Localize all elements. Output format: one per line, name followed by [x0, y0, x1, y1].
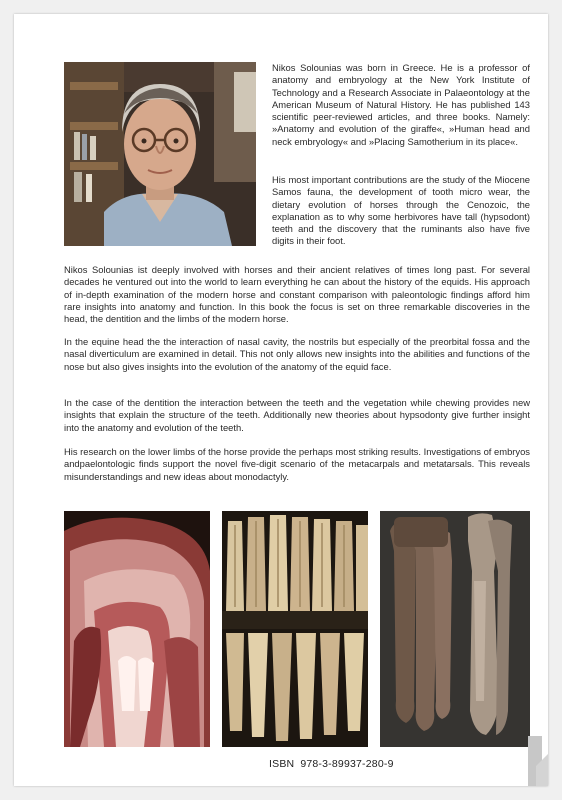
corner-logo-mark [488, 696, 548, 786]
author-portrait [64, 62, 256, 246]
body-paragraph-2: In the equine head the the interaction of nasal cavity, the nostrils but especially of the preorbital fossa and the nasal diverticulum are examined in detail. This not only allows new insights into the abilities and functions of the nose but also gives insights into the evolution of the anatomy of the equid face. [64, 336, 530, 372]
bio-paragraph-1: Nikos Solounias was born in Greece. He is a professor of anatomy and embryology at the New York Institute of Technology and a Research Associate in Palaeontology at the American Museum of Natural History. He has published 143 scientific peer-reviewed articles, and three books. Namely: »Anatomy and evolution of the giraffe«, »Human head and neck embryology« and »Placing Samotherium in its place«. [272, 62, 530, 147]
isbn-label: ISBN [269, 758, 295, 770]
body-paragraph-3: In the case of the dentition the interaction between the teeth and the vegetation while chewing provides new insights that explain the structure of the teeth. Additionally new theories about hypsodonty give further insight into the anatomy and evolution of the teeth. [64, 397, 530, 433]
body-paragraph-1: Nikos Solounias ist deeply involved with horses and their ancient relatives of times long past. For several decades he ventured out into the world to learn everything he can about the history of the equids. His approach of in-depth examination of the modern horse and constant comparison with paleontologic findings afford him rare insights into anatomy and function. In this book the focus is set on three remarkable discoveries in the head, the dentition and the limbs of the modern horse. [64, 264, 530, 325]
head-cross-section-photo [64, 511, 210, 747]
bio-paragraph-2: His most important contributions are the study of the Miocene Samos fauna, the development of tooth micro wear, the dietary evolution of horses through the Cenozoic, the explanation as to why some herbivores have tall (hypsodont) teeth and the discovery that the ruminants also have five digits in their foot. [272, 174, 530, 247]
horse-teeth-photo [222, 511, 368, 747]
back-cover-page [14, 14, 548, 786]
isbn-number: 978-3-89937-280-9 [300, 758, 394, 770]
isbn-line [269, 758, 400, 770]
body-paragraph-4: His research on the lower limbs of the horse provide the perhaps most striking results. Investigations of embryos andpaelontologic finds support the novel five-digit scenario of the metacarpals and metatarsals. This reveals misunderstandings and new ideas about monodactyly. [64, 446, 530, 482]
